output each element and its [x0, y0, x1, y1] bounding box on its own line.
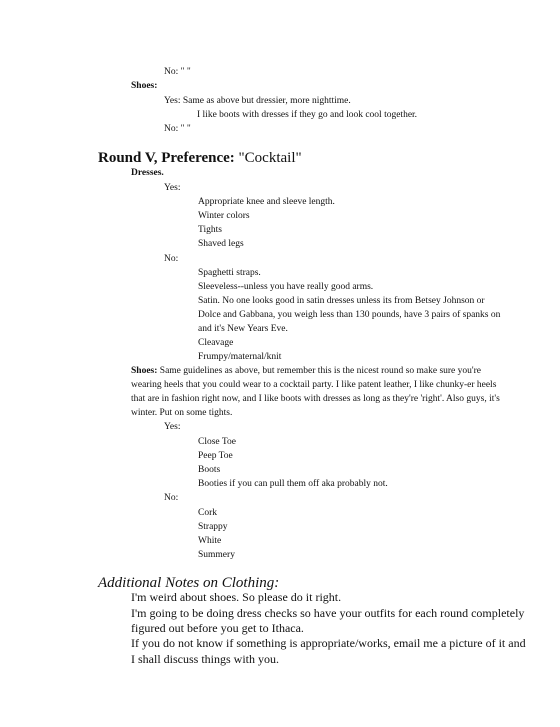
- notes-line: If you do not know if something is appropriate/works, email me a picture of it and: [131, 636, 526, 650]
- dresses-no-item: Dolce and Gabbana, you weigh less than 130 pounds, have 3 pairs of spanks on: [198, 310, 501, 320]
- notes-line: I'm weird about shoes. So please do it right.: [131, 590, 342, 604]
- shoes-no-label: No:: [164, 493, 179, 503]
- shoes-no-item: White: [198, 536, 222, 546]
- shoes-text: Same guidelines as above, but remember this is the nicest round so make sure you're: [157, 366, 481, 376]
- dresses-yes-item: Shaved legs: [198, 239, 244, 249]
- round5-heading: [98, 149, 302, 167]
- notes-heading: Additional Notes on Clothing:: [98, 575, 280, 591]
- shoes-paragraph-line: winter. Put on some tights.: [131, 408, 233, 418]
- shoes-yes-item: Peep Toe: [198, 451, 233, 461]
- notes-line: figured out before you get to Ithaca.: [131, 621, 304, 635]
- round5-quote: "Cocktail": [238, 150, 302, 166]
- shoes-yes-item: Booties if you can pull them off aka probably not.: [198, 479, 388, 489]
- top-shoes-label: Shoes:: [131, 81, 158, 91]
- dresses-no-item: Satin. No one looks good in satin dresses unless its from Betsey Johnson or: [198, 296, 485, 306]
- round5-title: Round V, Preference:: [98, 150, 235, 166]
- shoes-no-item: Strappy: [198, 522, 228, 532]
- shoes-label: Shoes:: [131, 366, 158, 376]
- dresses-no-item: and it's New Years Eve.: [198, 324, 288, 334]
- notes-line: I shall discuss things with you.: [131, 652, 280, 666]
- shoes-paragraph-line: that are in fashion right now, and I like boots with dresses as long as they're 'right'. Also guys, it's: [131, 394, 500, 404]
- dresses-yes-label: Yes:: [164, 183, 181, 193]
- dresses-no-label: No:: [164, 254, 179, 264]
- dresses-no-item: Spaghetti straps.: [198, 268, 261, 278]
- dresses-yes-item: Winter colors: [198, 211, 250, 221]
- shoes-no-item: Cork: [198, 508, 217, 518]
- dresses-yes-item: Tights: [198, 225, 222, 235]
- dresses-label: Dresses.: [131, 168, 164, 178]
- shoes-yes-item: Close Toe: [198, 437, 236, 447]
- shoes-no-item: Summery: [198, 550, 235, 560]
- shoes-paragraph-line: [131, 365, 481, 377]
- shoes-yes-item: Boots: [198, 465, 221, 475]
- top-boots-line: I like boots with dresses if they go and look cool together.: [197, 110, 418, 120]
- top-no-line-2: No: " ": [164, 124, 191, 134]
- dresses-no-item: Cleavage: [198, 338, 234, 348]
- shoes-paragraph-line: wearing heels that you could wear to a cocktail party. I like patent leather, I like chunky-er heels: [131, 380, 497, 390]
- notes-line: I'm going to be doing dress checks so have your outfits for each round completely: [131, 606, 525, 620]
- top-yes-line: Yes: Same as above but dressier, more nighttime.: [164, 96, 351, 106]
- dresses-no-item: Sleeveless--unless you have really good arms.: [198, 282, 374, 292]
- dresses-no-item: Frumpy/maternal/knit: [198, 352, 282, 362]
- shoes-yes-label: Yes:: [164, 422, 181, 432]
- dresses-yes-item: Appropriate knee and sleeve length.: [198, 197, 335, 207]
- top-no-line: No: " ": [164, 67, 191, 77]
